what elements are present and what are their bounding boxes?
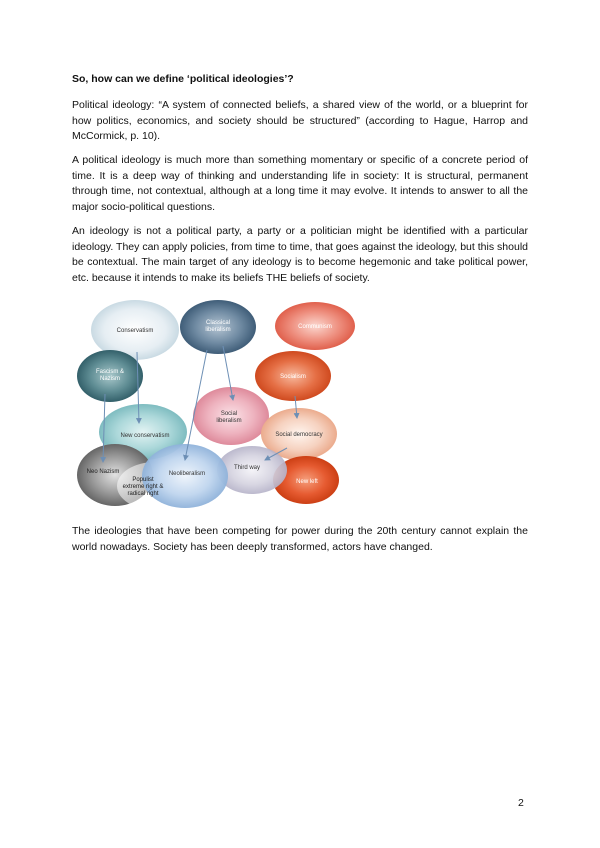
- label-fascism-nazism: Fascism & Nazism: [95, 369, 125, 382]
- ideologies-diagram: [75, 300, 365, 510]
- label-new-conservatism: New conservatism: [120, 433, 170, 439]
- label-neoliberalism: Neoliberalism: [168, 471, 206, 477]
- paragraph-structural: A political ideology is much more than something momentary or specific of a concrete period of time. It is a deep way of thinking and understanding life in society: It is structural, permanent through time, not contextual, although at a long time it may evolve. It intends to answer to all the major socio-political questions.: [72, 154, 528, 213]
- label-neo-nazism: Neo Nazism: [86, 469, 120, 475]
- label-new-left: New left: [296, 479, 318, 485]
- paragraph-conclusion: The ideologies that have been competing for power during the 20th century cannot explain the world nowadays. Society has been deeply transformed, actors have changed.: [72, 525, 528, 553]
- label-socialism: Socialism: [280, 374, 306, 380]
- page-number: 2: [518, 797, 524, 809]
- label-social-liberalism: Social liberalism: [216, 411, 242, 424]
- paragraph-party: An ideology is not a political party, a party or a politician might be identified with a particular ideology. They can apply policies, from time to time, that goes against the ideology, but this should be contextual. The main target of any ideology is to become hegemonic and take political power, etc. because it intends to make its beliefs THE beliefs of society.: [72, 225, 528, 284]
- label-third-way: Third way: [233, 465, 261, 471]
- label-conservatism: Conservatism: [116, 328, 154, 334]
- label-communism: Communism: [298, 324, 332, 330]
- paragraph-definition: Political ideology: “A system of connected beliefs, a shared view of the world, or a blueprint for how politics, economics, and society should be structured” (according to Hague, Harrop and McCormick, p. 10).: [72, 99, 528, 142]
- label-classical-liberalism: Classical liberalism: [205, 320, 231, 333]
- label-populist: Populist extreme right & radical right: [122, 477, 164, 497]
- section-heading: So, how can we define ‘political ideologies’?: [72, 73, 294, 85]
- label-social-democracy: Social democracy: [275, 432, 323, 438]
